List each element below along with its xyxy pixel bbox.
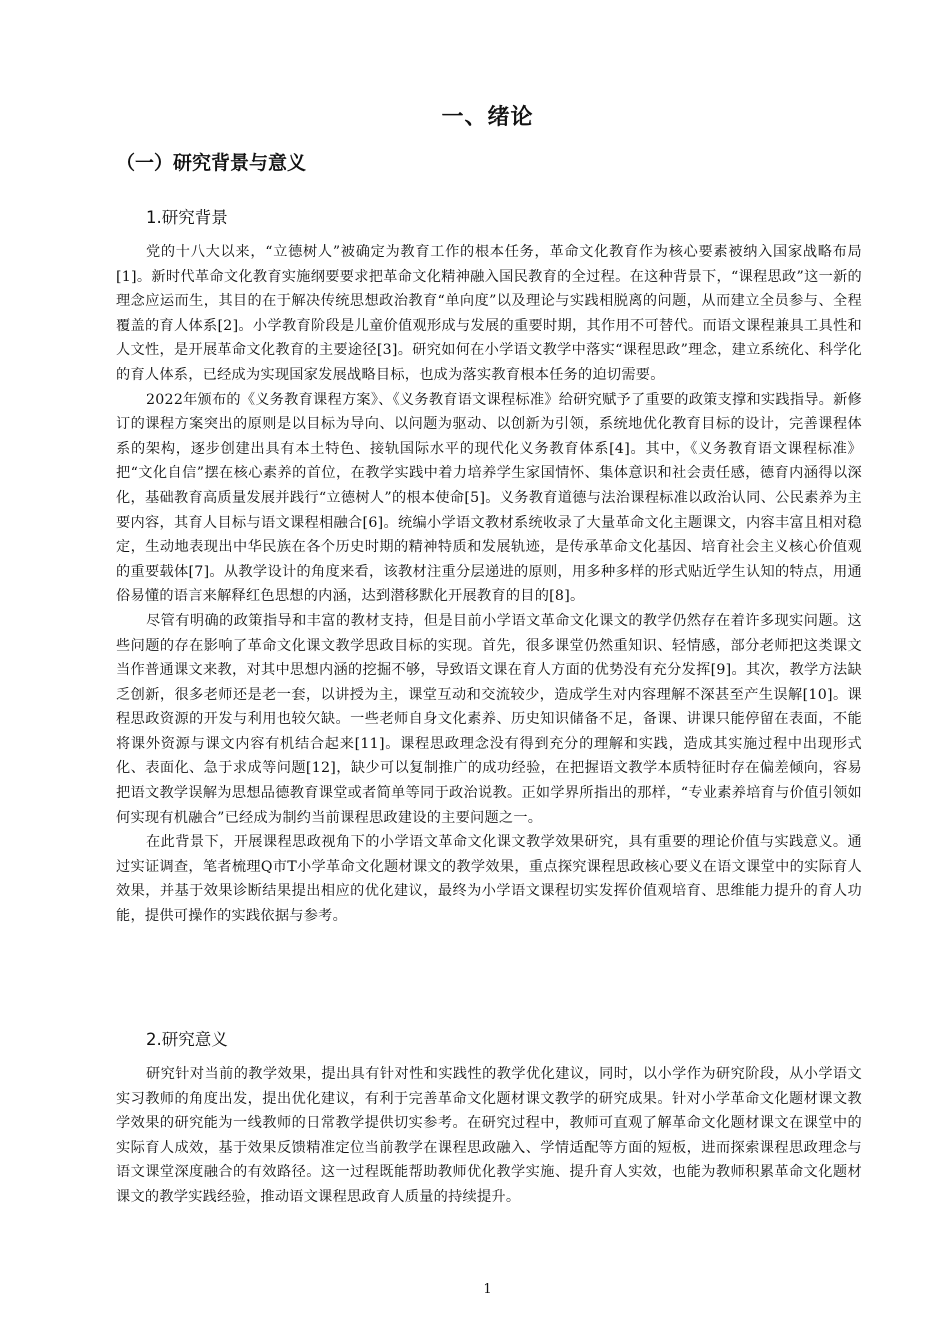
subsection-title-research-significance: 2.研究意义 bbox=[146, 1030, 228, 1049]
chapter-title: 一、绪论 bbox=[441, 105, 534, 130]
paragraph: 党的十八大以来，“立德树人”被确定为教育工作的根本任务，革命文化教育作为核心要素被纳入国家战略布局[1]。新时代革命文化教育实施纲要要求把革命文化精神融入国民教育的全过程。在这种背景下，“课程思政”这一新的理念应运而生，其目的在于解决传统思想政治教育“单向度”以及理论与实践相脱离的问题，从而建立全员参与、全程覆盖的育人体系[2]。小学教育阶段是儿童价值观形成与发展的重要时期，其作用不可替代。而语文课程兼具工具性和人文性，是开展革命文化教育的主要途径[3]。研究如何在小学语文教学中落实“课程思政”理念，建立系统化、科学化的育人体系，已经成为实现国家发展战略目标，也成为落实教育根本任务的迫切需要。 bbox=[116, 244, 862, 383]
paragraph: 研究针对当前的教学效果，提出具有针对性和实践性的教学优化建议，同时，以小学作为研究阶段，从小学语文实习教师的角度出发，提出优化建议，有利于完善革命文化题材课文教学的研究成果。针对小学革命文化题材课文教学效果的研究能为一线教师的日常教学提供切实参考。在研究过程中，教师可直观了解革命文化题材课文在课堂中的实际育人成效，基于效果反馈精准定位当前教学在课程思政融入、学情适配等方面的短板，进而探索课程思政理念与语文课堂深度融合的有效路径。这一过程既能帮助教师优化教学实施、提升育人实效，也能为教师积累革命文化题材课文的教学实践经验，推动语文课程思政育人质量的持续提升。 bbox=[116, 1066, 862, 1205]
paragraph: 尽管有明确的政策指导和丰富的教材支持，但是目前小学语文革命文化课文的教学仍然存在着许多现实问题。这些问题的存在影响了革命文化课文教学思政目标的实现。首先，很多课堂仍然重知识、轻情感，部分老师把这类课文当作普通课文来教，对其中思想内涵的挖掘不够，导致语文课在育人方面的优势没有充分发挥[9]。其次，教学方法缺乏创新，很多老师还是老一套，以讲授为主，课堂互动和交流较少，造成学生对内容理解不深甚至产生误解[10]。课程思政资源的开发与利用也较欠缺。一些老师自身文化素养、历史知识储备不足，备课、讲课只能停留在表面，不能将课外资源与课文内容有机结合起来[11]。课程思政理念没有得到充分的理解和实践，造成其实施过程中出现形式化、表面化、急于求成等问题[12]，缺少可以复制推广的成功经验，在把握语文教学本质特征时存在偏差倾向，容易把语文教学误解为思想品德教育课堂或者简单等同于政治说教。正如学界所指出的那样，“专业素养培育与价值引领如何实现有机融合”已经成为制约当前课程思政建设的主要问题之一。 bbox=[116, 612, 862, 826]
research-significance-body bbox=[116, 1062, 862, 1210]
subsection-title-research-background: 1.研究背景 bbox=[146, 208, 228, 227]
paragraph: 2022年颁布的《义务教育课程方案》、《义务教育语文课程标准》给研究赋予了重要的政策支撑和实践指导。新修订的课程方案突出的原则是以目标为导向、以问题为驱动、以创新为引领，系统地优化教育目标的设计，完善课程体系的架构，逐步创建出具有本土特色、接轨国际水平的现代化义务教育体系[4]。其中，《义务教育语文课程标准》把“文化自信”摆在核心素养的首位，在教学实践中着力培养学生家国情怀、集体意识和社会责任感，德育内涵得以深化，基础教育高质量发展并践行“立德树人”的根本使命[5]。义务教育道德与法治课程标准以政治认同、公民素养为主要内容，其育人目标与语文课程相融合[6]。统编小学语文教材系统收录了大量革命文化主题课文，内容丰富且相对稳定，生动地表现出中华民族在各个历史时期的精神特质和发展轨迹，是传承革命文化基因、培育社会主义核心价值观的重要载体[7]。从教学设计的角度来看，该教材注重分层递进的原则，用多种多样的形式贴近学生认知的特点，用通俗易懂的语言来解释红色思想的内涵，达到潜移默化开展教育的目的[8]。 bbox=[116, 391, 862, 605]
paragraph: 在此背景下，开展课程思政视角下的小学语文革命文化课文教学效果研究，具有重要的理论价值与实践意义。通过实证调查，笔者梳理Q市T小学革命文化题材课文的教学效果，重点探究课程思政核心要义在语文课堂中的实际育人效果，并基于效果诊断结果提出相应的优化建议，最终为小学语文课程切实发挥价值观培育、思维能力提升的育人功能，提供可操作的实践依据与参考。 bbox=[116, 834, 862, 925]
page-number: 1 bbox=[483, 1282, 492, 1297]
section-title: （一）研究背景与意义 bbox=[116, 152, 307, 174]
research-background-body bbox=[116, 240, 862, 929]
